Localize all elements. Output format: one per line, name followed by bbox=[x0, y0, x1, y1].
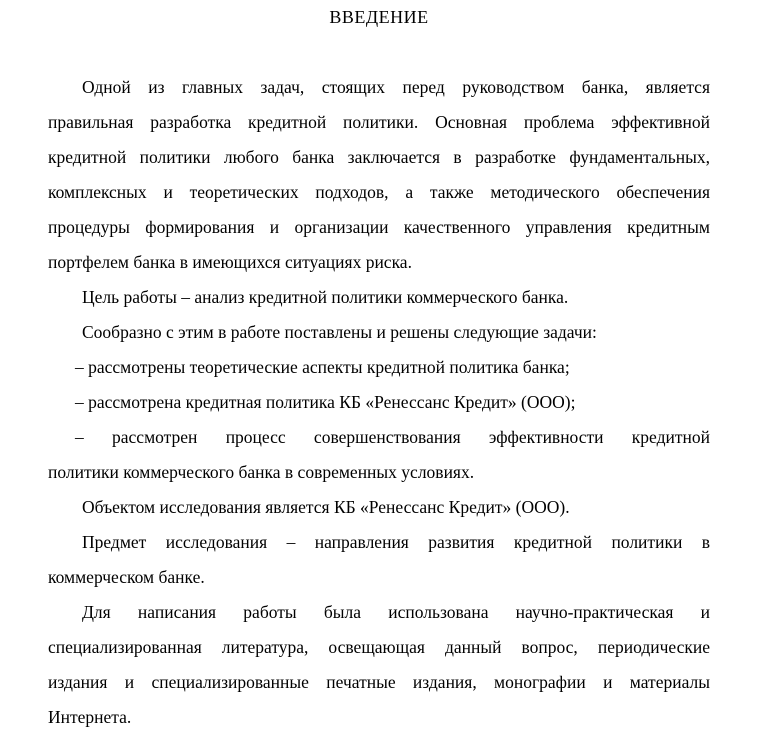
paragraph-line: комплексных и теоретических подходов, а также методического обеспечения bbox=[48, 182, 710, 202]
paragraph-line: Сообразно с этим в работе поставлены и решены следующие задачи: bbox=[82, 322, 597, 342]
paragraph-line: портфелем банка в имеющихся ситуациях риска. bbox=[48, 252, 412, 272]
paragraph-line: процедуры формирования и организации качественного управления кредитным bbox=[48, 217, 710, 237]
document-title: ВВЕДЕНИЕ bbox=[329, 7, 429, 27]
paragraph-line: Интернета. bbox=[48, 707, 132, 727]
paragraph-line: кредитной политики любого банка заключается в разработке фундаментальных, bbox=[48, 147, 710, 167]
paragraph-line: Объектом исследования является КБ «Ренессанс Кредит» (ООО). bbox=[82, 497, 570, 517]
paragraph-line: издания и специализированные печатные издания, монографии и материалы bbox=[48, 672, 710, 692]
document-body bbox=[48, 70, 710, 734]
paragraph-line: Одной из главных задач, стоящих перед руководством банка, является bbox=[82, 77, 710, 97]
list-item-line: – рассмотрены теоретические аспекты кредитной политика банка; bbox=[75, 357, 570, 377]
list-item-line: политики коммерческого банка в современных условиях. bbox=[48, 462, 475, 482]
title-spacer bbox=[48, 35, 710, 70]
paragraph-line: Цель работы – анализ кредитной политики коммерческого банка. bbox=[82, 287, 569, 307]
list-item-line: – рассмотрен процесс совершенствования эффективности кредитной bbox=[75, 427, 710, 447]
paragraph-line: Предмет исследования – направления развития кредитной политики в bbox=[82, 532, 710, 552]
paragraph-line: коммерческом банке. bbox=[48, 567, 205, 587]
paragraph-line: специализированная литература, освещающая данный вопрос, периодические bbox=[48, 637, 710, 657]
paragraph-line: Для написания работы была использована научно-практическая и bbox=[82, 602, 710, 622]
list-item-line: – рассмотрена кредитная политика КБ «Ренессанс Кредит» (ООО); bbox=[75, 392, 576, 412]
paragraph-line: правильная разработка кредитной политики. Основная проблема эффективной bbox=[48, 112, 710, 132]
